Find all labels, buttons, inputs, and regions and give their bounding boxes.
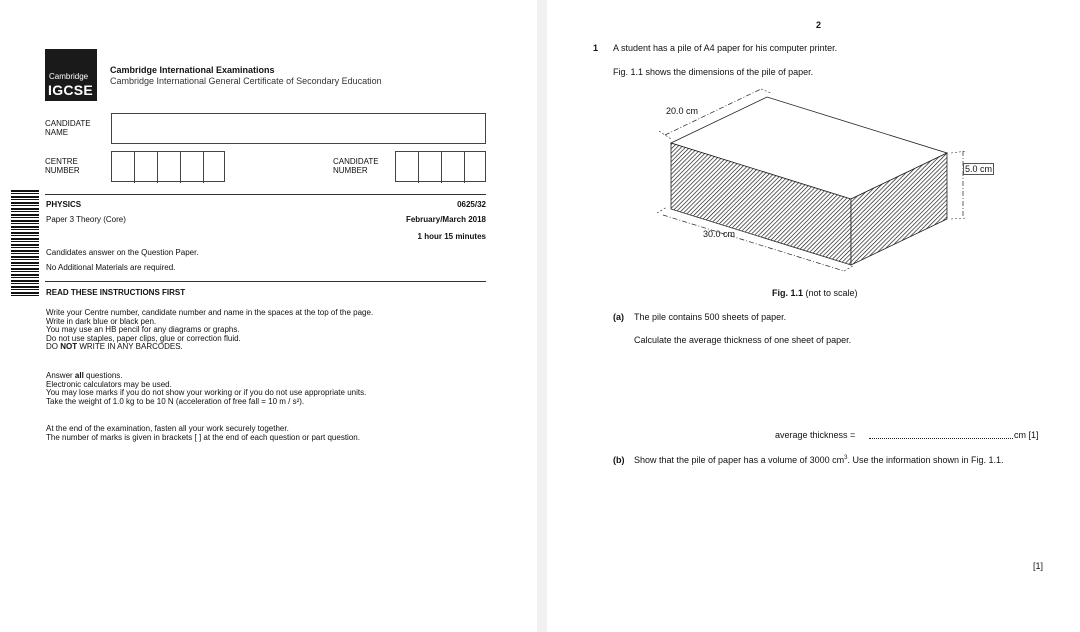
instructions-block-2: Answer all questions. Electronic calculators may be used. You may lose marks if you do not show your working or if you do not use appropriate units. Take the weight of 1.0 kg to be 10 N (acceleration of free fall = 10 m / s²).: [46, 371, 367, 406]
candidate-number-digit-box[interactable]: [442, 152, 465, 183]
instructions-block-3: At the end of the examination, fasten all your work securely together. The number of marks is given in brackets [ ] at the end of each question or part question.: [46, 424, 360, 442]
candidate-number-digit-box[interactable]: [419, 152, 442, 183]
length-label: 30.0 cm: [703, 229, 736, 239]
centre-number-field[interactable]: [111, 151, 225, 182]
barcode: [11, 190, 39, 296]
part-a-text: The pile contains 500 sheets of paper.: [634, 312, 787, 322]
do-not-write-barcodes: DO NOT WRITE IN ANY BARCODES.: [46, 342, 183, 352]
centre-number-digit-box[interactable]: [181, 152, 204, 183]
question-page: [547, 0, 1080, 632]
figure-intro: Fig. 1.1 shows the dimensions of the pile of paper.: [613, 67, 814, 77]
subject-title: PHYSICS: [46, 200, 82, 209]
certificate-name: Cambridge International General Certificate of Secondary Education: [110, 76, 382, 86]
exam-duration: 1 hour 15 minutes: [417, 232, 486, 241]
exam-board-name: Cambridge International Examinations: [110, 65, 275, 75]
cambridge-igcse-logo: [45, 49, 97, 101]
logo-line-2: IGCSE: [48, 82, 94, 98]
figure-caption: Fig. 1.1 (not to scale): [772, 288, 858, 298]
part-b-marks: [1]: [1033, 561, 1044, 571]
divider: [45, 281, 486, 282]
part-a-label: (a): [613, 312, 624, 322]
centre-number-digit-box[interactable]: [158, 152, 181, 183]
candidate-name-label: CANDIDATE NAME: [45, 119, 91, 137]
paper-code: 0625/32: [457, 200, 486, 209]
average-thickness-unit-marks: cm [1]: [1014, 430, 1039, 440]
question-intro: A student has a pile of A4 paper for his computer printer.: [613, 43, 838, 53]
divider: [45, 194, 486, 195]
note-no-materials: No Additional Materials are required.: [46, 263, 176, 272]
candidate-number-field[interactable]: [395, 151, 486, 182]
part-b-text: Show that the pile of paper has a volume of 3000 $cm^3$. Use the information shown in Fig. 1.1.: [634, 455, 1004, 465]
logo-line-1: Cambridge: [49, 72, 89, 81]
width-label: 20.0 cm: [666, 106, 699, 116]
page-number: 2: [816, 20, 822, 30]
part-b-label: (b): [613, 455, 625, 465]
candidate-name-field[interactable]: [111, 113, 486, 144]
paper-title: Paper 3 Theory (Core): [46, 215, 126, 224]
centre-number-label: CENTRE NUMBER: [45, 157, 80, 175]
answer-all-questions: Answer all questions.: [46, 371, 123, 380]
candidate-number-digit-box[interactable]: [396, 152, 419, 183]
height-label: 5.0 cm: [965, 164, 993, 174]
candidate-number-label: CANDIDATE NUMBER: [333, 157, 379, 175]
instructions-heading: READ THESE INSTRUCTIONS FIRST: [46, 288, 186, 297]
exam-session: February/March 2018: [405, 215, 486, 224]
centre-number-digit-box[interactable]: [112, 152, 135, 183]
centre-number-digit-box[interactable]: [135, 152, 158, 183]
question-number: 1: [593, 43, 599, 53]
front-cover-page: [0, 0, 537, 632]
part-a-instruction: Calculate the average thickness of one sheet of paper.: [634, 335, 852, 345]
average-thickness-label: average thickness =: [775, 430, 856, 440]
average-thickness-answer-line[interactable]: [869, 438, 1013, 439]
instructions-block-1: Write your Centre number, candidate number and name in the spaces at the top of the page. Write in dark blue or black pen. You may use an HB pencil for any diagrams or graphs. Do not use staples, paper clips, glue or correction fluid. DO NOT WRITE IN ANY BARCODES.: [46, 308, 374, 352]
note-answer-on-paper: Candidates answer on the Question Paper.: [46, 248, 199, 257]
